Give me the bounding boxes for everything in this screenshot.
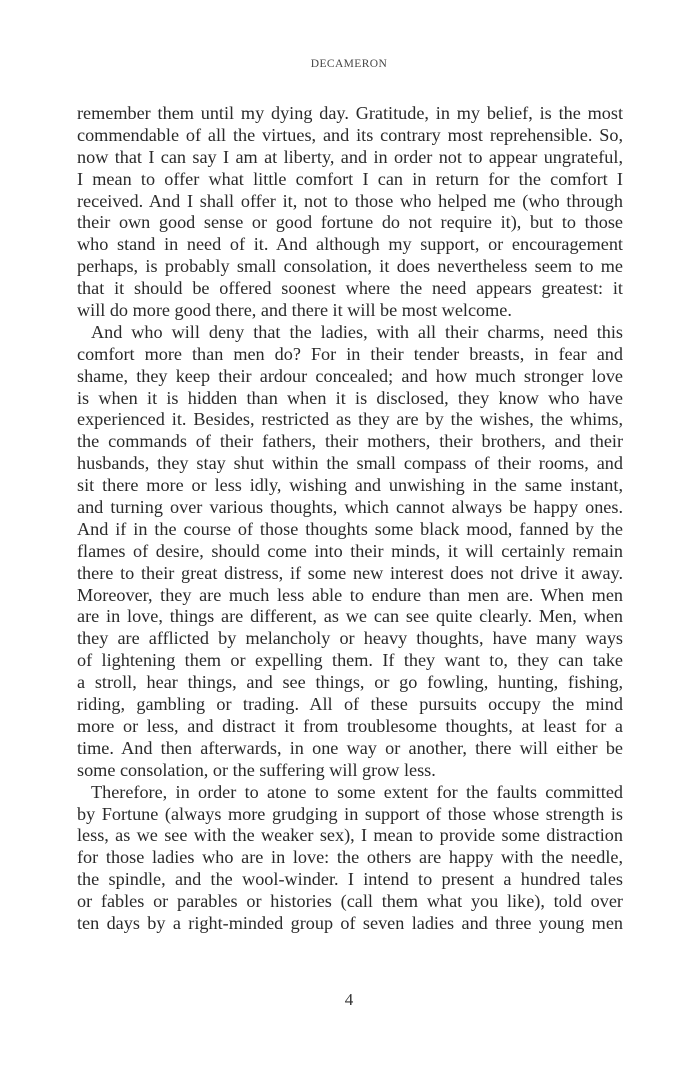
text-line: their own good sense or good fortune do not require it), but to those (77, 212, 623, 233)
text-line: a stroll, hear things, and see things, or go fowling, hunting, fishing, (77, 672, 623, 693)
text-line: And who will deny that the ladies, with all their charms, need this (91, 321, 623, 342)
text-line: husbands, they stay shut within the small compass of their rooms, and (77, 453, 623, 474)
text-line: more or less, and distract it from troublesome thoughts, at least for a (77, 715, 623, 736)
text-line: will do more good there, and there it will be most welcome. (77, 300, 512, 321)
paragraph-3 (77, 782, 623, 935)
text-line: or fables or parables or histories (call them what you like), told over (77, 891, 623, 912)
text-line: shame, they keep their ardour concealed; and how much stronger love (77, 365, 623, 386)
text-line: experienced it. Besides, restricted as they are by the wishes, the whims, (77, 409, 623, 430)
text-line: And if in the course of those thoughts some black mood, fanned by the (77, 518, 623, 539)
text-line: for those ladies who are in love: the others are happy with the needle, (77, 847, 623, 868)
paragraph-2 (77, 322, 623, 782)
text-line: there to their great distress, if some new interest does not drive it away. (77, 562, 623, 583)
text-line: are in love, things are different, as we can see quite clearly. Men, when (77, 606, 623, 627)
text-line: of lightening them or expelling them. If they want to, they can take (77, 650, 623, 671)
text-line: is when it is hidden than when it is disclosed, they know who have (77, 387, 623, 408)
text-line: some consolation, or the suffering will grow less. (77, 759, 436, 780)
text-line: perhaps, is probably small consolation, it does nevertheless seem to me (77, 256, 623, 277)
text-line: they are afflicted by melancholy or heavy thoughts, have many ways (77, 628, 623, 649)
running-head: DECAMERON (310, 58, 388, 70)
text-line: Moreover, they are much less able to endure than men are. When men (77, 584, 623, 605)
text-line: received. And I shall offer it, not to those who helped me (who through (77, 190, 623, 211)
text-line: Therefore, in order to atone to some extent for the faults committed (91, 781, 623, 802)
text-line: commendable of all the virtues, and its contrary most reprehensible. So, (77, 124, 623, 145)
text-line: now that I can say I am at liberty, and in order not to appear ungrateful, (77, 146, 623, 167)
text-line: by Fortune (always more grudging in support of those whose strength is (77, 803, 623, 824)
text-line: riding, gambling or trading. All of these pursuits occupy the mind (77, 694, 623, 715)
text-line: I mean to offer what little comfort I can in return for the comfort I (77, 168, 623, 189)
text-line: time. And then afterwards, in one way or another, there will either be (77, 737, 623, 758)
text-line: the spindle, and the wool-winder. I intend to present a hundred tales (77, 869, 623, 890)
body-text (77, 103, 623, 935)
text-line: remember them until my dying day. Gratitude, in my belief, is the most (77, 103, 623, 123)
text-line: and turning over various thoughts, which cannot always be happy ones. (77, 497, 623, 518)
text-line: ten days by a right-minded group of seven ladies and three young men (77, 912, 623, 933)
text-line: who stand in need of it. And although my support, or encouragement (77, 234, 623, 255)
text-line: comfort more than men do? For in their tender breasts, in fear and (77, 343, 623, 364)
text-line: sit there more or less idly, wishing and unwishing in the same instant, (77, 475, 623, 496)
page-number: 4 (344, 990, 354, 1009)
text-line: less, as we see with the weaker sex), I mean to provide some distraction (77, 825, 623, 846)
text-line: the commands of their fathers, their mothers, their brothers, and their (77, 431, 623, 452)
text-line: flames of desire, should come into their minds, it will certainly remain (77, 540, 623, 561)
paragraph-1 (77, 103, 623, 322)
text-line: that it should be offered soonest where the need appears greatest: it (77, 278, 623, 299)
